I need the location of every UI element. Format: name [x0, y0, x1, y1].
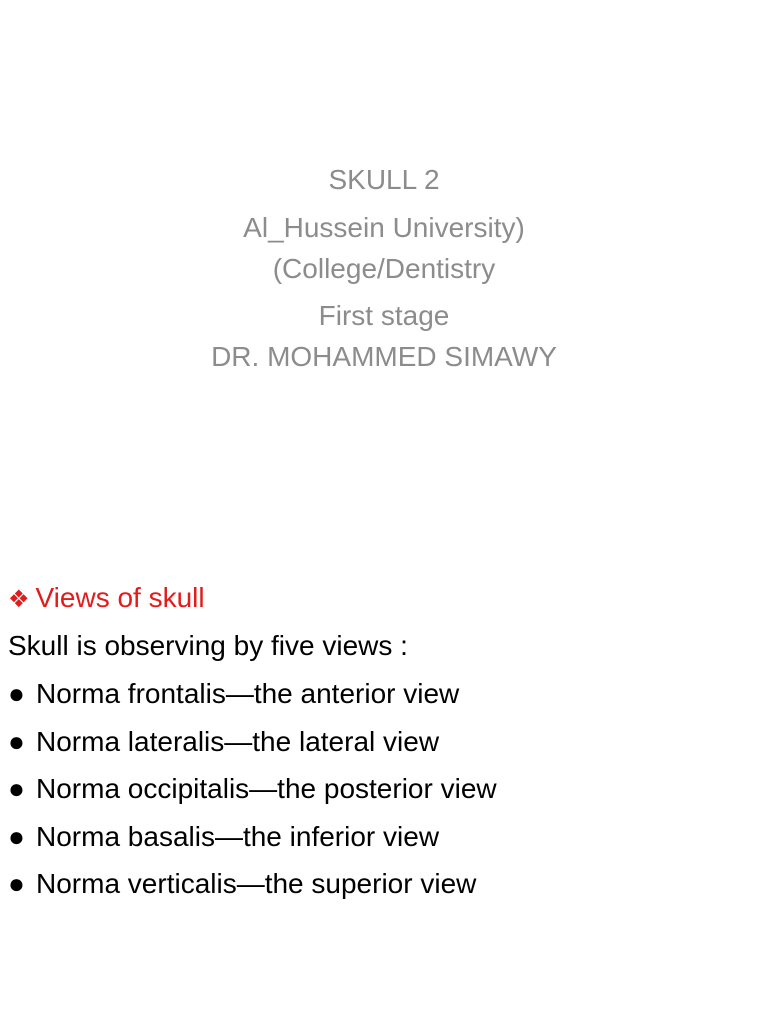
- section-heading-text: Views of skull: [35, 582, 205, 613]
- section-heading: [8, 582, 205, 614]
- intro-text: Skull is observing by five views :: [8, 630, 408, 661]
- document-title: SKULL 2: [328, 164, 440, 195]
- bullet-dot-icon: ●: [8, 725, 25, 757]
- course-stage: First stage: [318, 300, 450, 331]
- list-item-text: Norma lateralis—the lateral view: [36, 725, 440, 757]
- list-item-text: Norma verticalis—the superior view: [36, 868, 477, 899]
- university-name: Al_Hussein University): [243, 212, 525, 243]
- list-item: [8, 726, 497, 774]
- list-item-text: Norma occipitalis—the posterior view: [36, 773, 497, 804]
- list-item-text: Norma basalis—the inferior view: [36, 820, 440, 852]
- bullet-dot-icon: ●: [8, 868, 25, 899]
- college-name: (College/Dentistry: [272, 253, 496, 284]
- views-list: [8, 678, 497, 916]
- diamond-bullet-icon: ❖: [8, 586, 30, 613]
- bullet-dot-icon: ●: [8, 773, 25, 804]
- list-item: [8, 678, 497, 726]
- list-item: [8, 821, 497, 869]
- bullet-dot-icon: ●: [8, 820, 25, 852]
- bullet-dot-icon: ●: [8, 678, 25, 709]
- author-name: DR. MOHAMMED SIMAWY: [211, 341, 557, 372]
- list-item: [8, 868, 497, 916]
- list-item-text: Norma frontalis—the anterior view: [36, 678, 460, 709]
- list-item: [8, 773, 497, 821]
